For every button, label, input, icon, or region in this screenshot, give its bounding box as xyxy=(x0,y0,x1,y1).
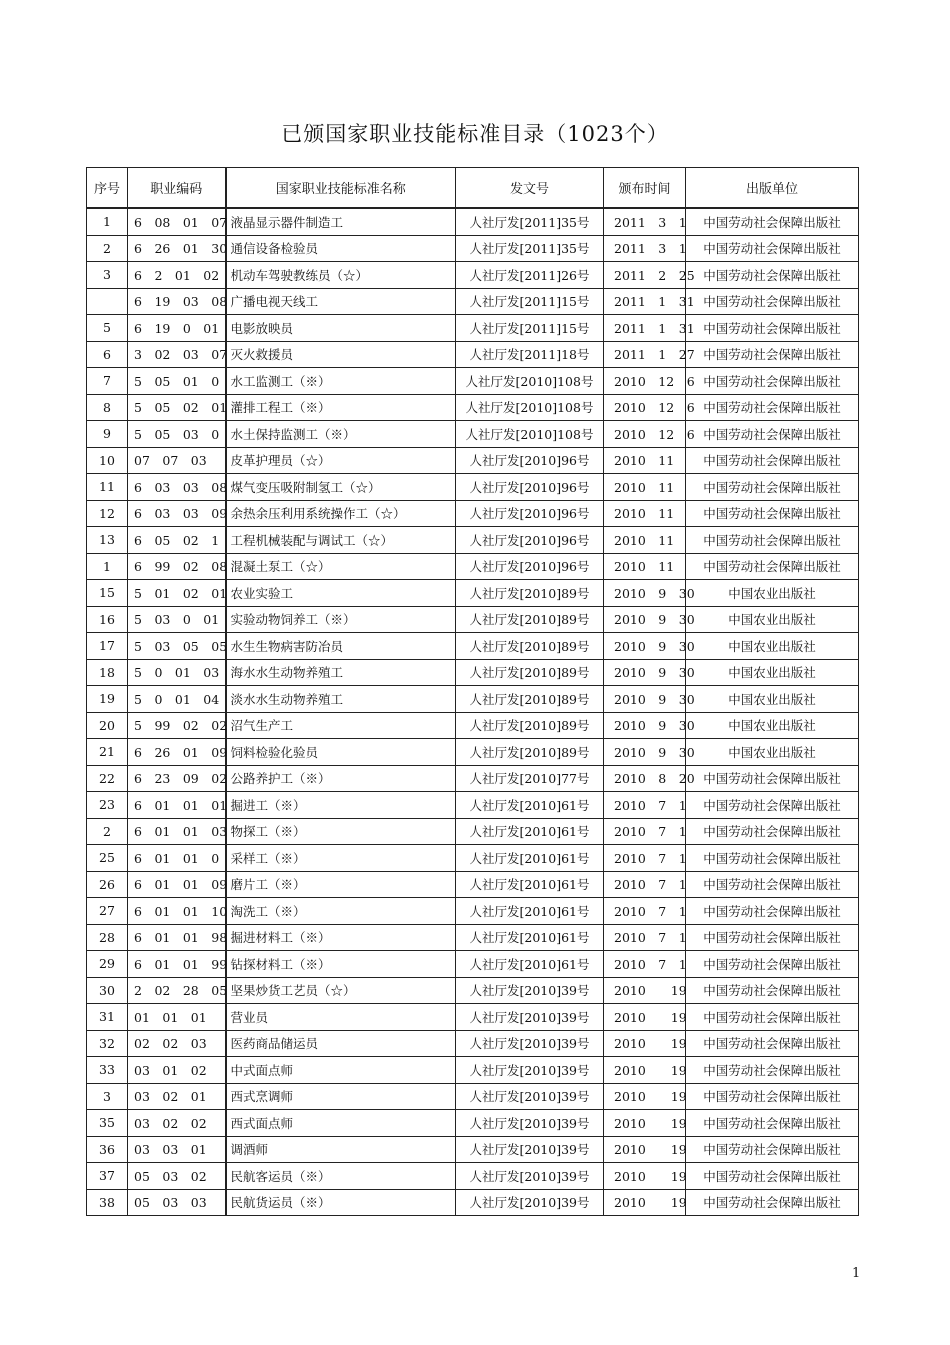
cell-publisher: 中国劳动社会保障出版社 xyxy=(686,1004,859,1031)
cell-name: 皮革护理员（☆） xyxy=(226,447,456,474)
page-number: 1 xyxy=(852,1266,861,1281)
cell-code: 6 01 01 09 xyxy=(128,871,226,898)
cell-doc: 人社厅发[2010]61号 xyxy=(456,818,604,845)
cell-seq: 17 xyxy=(87,633,128,660)
cell-code: 6 23 09 02 xyxy=(128,765,226,792)
cell-seq: 26 xyxy=(87,871,128,898)
cell-publisher: 中国劳动社会保障出版社 xyxy=(686,1189,859,1216)
cell-seq: 29 xyxy=(87,951,128,978)
cell-seq: 28 xyxy=(87,924,128,951)
cell-seq: 13 xyxy=(87,527,128,554)
cell-seq: 1 xyxy=(87,208,128,235)
cell-doc: 人社厅发[2010]96号 xyxy=(456,474,604,501)
cell-publisher: 中国劳动社会保障出版社 xyxy=(686,288,859,315)
cell-name: 掘进工（※） xyxy=(226,792,456,819)
cell-seq: 1 xyxy=(87,553,128,580)
cell-date: 2010 7 1 xyxy=(604,951,686,978)
cell-date: 2010 19 xyxy=(604,977,686,1004)
cell-code: 5 05 01 0 xyxy=(128,368,226,395)
cell-date: 2010 12 6 xyxy=(604,394,686,421)
cell-date: 2010 12 6 xyxy=(604,368,686,395)
cell-name: 煤气变压吸附制氢工（☆） xyxy=(226,474,456,501)
cell-publisher: 中国劳动社会保障出版社 xyxy=(686,765,859,792)
cell-publisher: 中国劳动社会保障出版社 xyxy=(686,500,859,527)
table-row xyxy=(87,898,859,925)
cell-seq: 18 xyxy=(87,659,128,686)
cell-seq: 20 xyxy=(87,712,128,739)
cell-name: 营业员 xyxy=(226,1004,456,1031)
cell-date: 2010 19 xyxy=(604,1030,686,1057)
table-row xyxy=(87,659,859,686)
table-row xyxy=(87,1030,859,1057)
cell-name: 水土保持监测工（※） xyxy=(226,421,456,448)
cell-date: 2010 9 30 xyxy=(604,659,686,686)
cell-name: 液晶显示器件制造工 xyxy=(226,208,456,235)
cell-code: 5 01 02 01 xyxy=(128,580,226,607)
cell-date: 2010 7 1 xyxy=(604,792,686,819)
cell-name: 灭火救援员 xyxy=(226,341,456,368)
cell-seq: 15 xyxy=(87,580,128,607)
table-row xyxy=(87,288,859,315)
cell-name: 掘进材料工（※） xyxy=(226,924,456,951)
cell-doc: 人社厅发[2010]61号 xyxy=(456,792,604,819)
column-header-doc: 发文号 xyxy=(456,168,604,209)
cell-code: 6 05 02 1 xyxy=(128,527,226,554)
cell-name: 水工监测工（※） xyxy=(226,368,456,395)
cell-publisher: 中国劳动社会保障出版社 xyxy=(686,447,859,474)
cell-doc: 人社厅发[2011]35号 xyxy=(456,208,604,235)
cell-date: 2010 9 30 xyxy=(604,686,686,713)
table-row xyxy=(87,368,859,395)
cell-code: 6 01 01 98 xyxy=(128,924,226,951)
cell-doc: 人社厅发[2010]39号 xyxy=(456,1057,604,1084)
cell-name: 采样工（※） xyxy=(226,845,456,872)
cell-code: 6 01 01 99 xyxy=(128,951,226,978)
cell-publisher: 中国劳动社会保障出版社 xyxy=(686,208,859,235)
cell-doc: 人社厅发[2010]96号 xyxy=(456,553,604,580)
cell-publisher: 中国劳动社会保障出版社 xyxy=(686,871,859,898)
cell-code: 5 0 01 03 xyxy=(128,659,226,686)
cell-date: 2011 2 25 xyxy=(604,262,686,289)
cell-code: 6 99 02 08 xyxy=(128,553,226,580)
cell-publisher: 中国农业出版社 xyxy=(686,606,859,633)
cell-date: 2011 1 27 xyxy=(604,341,686,368)
cell-doc: 人社厅发[2011]18号 xyxy=(456,341,604,368)
column-header-publisher: 出版单位 xyxy=(686,168,859,209)
page-title: 已颁国家职业技能标准目录（1023个） xyxy=(281,122,669,146)
table-row xyxy=(87,1136,859,1163)
cell-seq: 2 xyxy=(87,818,128,845)
cell-date: 2010 7 1 xyxy=(604,845,686,872)
cell-doc: 人社厅发[2011]35号 xyxy=(456,235,604,262)
cell-name: 民航客运员（※） xyxy=(226,1163,456,1190)
cell-doc: 人社厅发[2010]39号 xyxy=(456,1004,604,1031)
cell-seq: 37 xyxy=(87,1163,128,1190)
cell-doc: 人社厅发[2010]108号 xyxy=(456,394,604,421)
column-header-seq: 序号 xyxy=(87,168,128,209)
cell-date: 2011 3 1 xyxy=(604,208,686,235)
cell-name: 医药商品储运员 xyxy=(226,1030,456,1057)
standards-catalog-table xyxy=(86,167,859,1216)
cell-code: 2 02 28 05 xyxy=(128,977,226,1004)
cell-doc: 人社厅发[2010]108号 xyxy=(456,368,604,395)
cell-code: 6 03 03 08 xyxy=(128,474,226,501)
table-row xyxy=(87,341,859,368)
cell-publisher: 中国劳动社会保障出版社 xyxy=(686,368,859,395)
cell-date: 2011 1 31 xyxy=(604,315,686,342)
cell-code: 03 01 02 xyxy=(128,1057,226,1084)
cell-name: 西式面点师 xyxy=(226,1110,456,1137)
cell-seq: 7 xyxy=(87,368,128,395)
cell-name: 混凝土泵工（☆） xyxy=(226,553,456,580)
cell-doc: 人社厅发[2010]39号 xyxy=(456,1189,604,1216)
cell-date: 2010 7 1 xyxy=(604,898,686,925)
cell-seq: 16 xyxy=(87,606,128,633)
cell-seq: 6 xyxy=(87,341,128,368)
table-row xyxy=(87,951,859,978)
cell-date: 2010 11 xyxy=(604,553,686,580)
cell-date: 2010 19 xyxy=(604,1110,686,1137)
cell-name: 机动车驾驶教练员（☆） xyxy=(226,262,456,289)
cell-seq: 9 xyxy=(87,421,128,448)
table-row xyxy=(87,765,859,792)
cell-seq: 31 xyxy=(87,1004,128,1031)
cell-name: 广播电视天线工 xyxy=(226,288,456,315)
cell-date: 2010 19 xyxy=(604,1189,686,1216)
table-row xyxy=(87,447,859,474)
cell-seq: 3 xyxy=(87,1083,128,1110)
column-header-code: 职业编码 xyxy=(128,168,226,209)
cell-date: 2010 7 1 xyxy=(604,818,686,845)
cell-code: 6 01 01 01 xyxy=(128,792,226,819)
cell-date: 2010 9 30 xyxy=(604,739,686,766)
cell-publisher: 中国劳动社会保障出版社 xyxy=(686,1163,859,1190)
cell-publisher: 中国劳动社会保障出版社 xyxy=(686,792,859,819)
cell-name: 饲料检验化验员 xyxy=(226,739,456,766)
cell-publisher: 中国劳动社会保障出版社 xyxy=(686,845,859,872)
cell-doc: 人社厅发[2010]39号 xyxy=(456,1030,604,1057)
cell-code: 6 26 01 09 xyxy=(128,739,226,766)
cell-name: 淘洗工（※） xyxy=(226,898,456,925)
cell-code: 5 0 01 04 xyxy=(128,686,226,713)
cell-name: 余热余压利用系统操作工（☆） xyxy=(226,500,456,527)
cell-doc: 人社厅发[2010]89号 xyxy=(456,606,604,633)
cell-doc: 人社厅发[2011]15号 xyxy=(456,315,604,342)
cell-code: 6 08 01 07 xyxy=(128,208,226,235)
cell-publisher: 中国农业出版社 xyxy=(686,739,859,766)
cell-name: 淡水水生动物养殖工 xyxy=(226,686,456,713)
cell-date: 2010 9 30 xyxy=(604,712,686,739)
cell-doc: 人社厅发[2010]89号 xyxy=(456,686,604,713)
cell-name: 实验动物饲养工（※） xyxy=(226,606,456,633)
cell-doc: 人社厅发[2010]89号 xyxy=(456,712,604,739)
cell-name: 中式面点师 xyxy=(226,1057,456,1084)
cell-date: 2010 11 xyxy=(604,447,686,474)
cell-code: 6 03 03 09 xyxy=(128,500,226,527)
cell-seq: 25 xyxy=(87,845,128,872)
cell-name: 通信设备检验员 xyxy=(226,235,456,262)
cell-code: 6 01 01 0 xyxy=(128,845,226,872)
cell-name: 公路养护工（※） xyxy=(226,765,456,792)
cell-doc: 人社厅发[2010]77号 xyxy=(456,765,604,792)
cell-seq: 30 xyxy=(87,977,128,1004)
cell-doc: 人社厅发[2011]15号 xyxy=(456,288,604,315)
cell-name: 农业实验工 xyxy=(226,580,456,607)
cell-doc: 人社厅发[2010]96号 xyxy=(456,500,604,527)
cell-seq: 33 xyxy=(87,1057,128,1084)
cell-publisher: 中国劳动社会保障出版社 xyxy=(686,235,859,262)
cell-publisher: 中国劳动社会保障出版社 xyxy=(686,951,859,978)
cell-seq: 19 xyxy=(87,686,128,713)
cell-name: 物探工（※） xyxy=(226,818,456,845)
cell-name: 电影放映员 xyxy=(226,315,456,342)
cell-publisher: 中国劳动社会保障出版社 xyxy=(686,1083,859,1110)
table-row xyxy=(87,977,859,1004)
table-row xyxy=(87,871,859,898)
cell-code: 6 19 03 08 xyxy=(128,288,226,315)
table-row xyxy=(87,235,859,262)
cell-date: 2010 19 xyxy=(604,1004,686,1031)
cell-doc: 人社厅发[2010]96号 xyxy=(456,447,604,474)
cell-seq: 35 xyxy=(87,1110,128,1137)
cell-publisher: 中国劳动社会保障出版社 xyxy=(686,1110,859,1137)
cell-code: 3 02 03 07 xyxy=(128,341,226,368)
cell-seq: 8 xyxy=(87,394,128,421)
cell-doc: 人社厅发[2010]39号 xyxy=(456,1110,604,1137)
table-row xyxy=(87,739,859,766)
cell-code: 5 05 02 01 xyxy=(128,394,226,421)
table-row xyxy=(87,262,859,289)
cell-seq: 32 xyxy=(87,1030,128,1057)
cell-name: 工程机械装配与调试工（☆） xyxy=(226,527,456,554)
cell-date: 2010 9 30 xyxy=(604,580,686,607)
table-row xyxy=(87,580,859,607)
table-row xyxy=(87,1004,859,1031)
cell-doc: 人社厅发[2010]61号 xyxy=(456,845,604,872)
cell-date: 2010 9 30 xyxy=(604,633,686,660)
cell-date: 2010 19 xyxy=(604,1083,686,1110)
cell-name: 民航货运员（※） xyxy=(226,1189,456,1216)
cell-code: 6 26 01 30 xyxy=(128,235,226,262)
table-row xyxy=(87,1189,859,1216)
cell-code: 03 03 01 xyxy=(128,1136,226,1163)
cell-date: 2010 9 30 xyxy=(604,606,686,633)
table-row xyxy=(87,474,859,501)
cell-doc: 人社厅发[2010]89号 xyxy=(456,580,604,607)
cell-name: 坚果炒货工艺员（☆） xyxy=(226,977,456,1004)
cell-code: 03 02 02 xyxy=(128,1110,226,1137)
table-row xyxy=(87,845,859,872)
cell-date: 2010 7 1 xyxy=(604,871,686,898)
table-row xyxy=(87,315,859,342)
cell-publisher: 中国劳动社会保障出版社 xyxy=(686,1057,859,1084)
column-header-date: 颁布时间 xyxy=(604,168,686,209)
cell-doc: 人社厅发[2010]89号 xyxy=(456,659,604,686)
cell-date: 2010 19 xyxy=(604,1136,686,1163)
cell-date: 2010 11 xyxy=(604,500,686,527)
cell-code: 5 03 05 05 xyxy=(128,633,226,660)
table-row xyxy=(87,1163,859,1190)
cell-publisher: 中国劳动社会保障出版社 xyxy=(686,818,859,845)
cell-code: 6 19 0 01 xyxy=(128,315,226,342)
table-row xyxy=(87,606,859,633)
cell-publisher: 中国劳动社会保障出版社 xyxy=(686,394,859,421)
cell-seq: 3 xyxy=(87,262,128,289)
cell-seq: 12 xyxy=(87,500,128,527)
cell-doc: 人社厅发[2010]39号 xyxy=(456,977,604,1004)
table-body xyxy=(87,208,859,1216)
cell-publisher: 中国劳动社会保障出版社 xyxy=(686,898,859,925)
cell-code: 02 02 03 xyxy=(128,1030,226,1057)
cell-doc: 人社厅发[2010]61号 xyxy=(456,951,604,978)
cell-name: 海水水生动物养殖工 xyxy=(226,659,456,686)
cell-seq: 21 xyxy=(87,739,128,766)
cell-date: 2010 19 xyxy=(604,1163,686,1190)
cell-code: 6 2 01 02 xyxy=(128,262,226,289)
cell-doc: 人社厅发[2010]39号 xyxy=(456,1083,604,1110)
cell-seq: 10 xyxy=(87,447,128,474)
cell-publisher: 中国劳动社会保障出版社 xyxy=(686,474,859,501)
cell-publisher: 中国劳动社会保障出版社 xyxy=(686,421,859,448)
cell-seq: 2 xyxy=(87,235,128,262)
cell-publisher: 中国农业出版社 xyxy=(686,659,859,686)
table-row xyxy=(87,818,859,845)
cell-date: 2010 12 6 xyxy=(604,421,686,448)
cell-name: 水生生物病害防冶员 xyxy=(226,633,456,660)
table-row xyxy=(87,208,859,235)
cell-publisher: 中国劳动社会保障出版社 xyxy=(686,977,859,1004)
cell-seq: 22 xyxy=(87,765,128,792)
table-header-row xyxy=(87,168,859,209)
table-row xyxy=(87,792,859,819)
cell-doc: 人社厅发[2010]39号 xyxy=(456,1163,604,1190)
cell-doc: 人社厅发[2010]39号 xyxy=(456,1136,604,1163)
cell-date: 2011 3 1 xyxy=(604,235,686,262)
cell-name: 磨片工（※） xyxy=(226,871,456,898)
cell-name: 调酒师 xyxy=(226,1136,456,1163)
cell-publisher: 中国劳动社会保障出版社 xyxy=(686,315,859,342)
table-row xyxy=(87,1083,859,1110)
table-row xyxy=(87,712,859,739)
cell-date: 2010 19 xyxy=(604,1057,686,1084)
cell-doc: 人社厅发[2010]108号 xyxy=(456,421,604,448)
cell-code: 01 01 01 xyxy=(128,1004,226,1031)
table-row xyxy=(87,924,859,951)
cell-date: 2010 8 20 xyxy=(604,765,686,792)
cell-code: 6 01 01 03 xyxy=(128,818,226,845)
cell-doc: 人社厅发[2010]61号 xyxy=(456,924,604,951)
cell-seq: 36 xyxy=(87,1136,128,1163)
cell-publisher: 中国农业出版社 xyxy=(686,580,859,607)
table-row xyxy=(87,394,859,421)
cell-name: 西式烹调师 xyxy=(226,1083,456,1110)
table-row xyxy=(87,686,859,713)
cell-publisher: 中国劳动社会保障出版社 xyxy=(686,527,859,554)
cell-doc: 人社厅发[2010]89号 xyxy=(456,633,604,660)
cell-code: 5 03 0 01 xyxy=(128,606,226,633)
cell-code: 03 02 01 xyxy=(128,1083,226,1110)
cell-doc: 人社厅发[2010]61号 xyxy=(456,898,604,925)
cell-code: 5 05 03 0 xyxy=(128,421,226,448)
cell-seq: 23 xyxy=(87,792,128,819)
cell-name: 钻探材料工（※） xyxy=(226,951,456,978)
cell-code: 05 03 02 xyxy=(128,1163,226,1190)
cell-date: 2011 1 31 xyxy=(604,288,686,315)
cell-code: 6 01 01 10 xyxy=(128,898,226,925)
table-row xyxy=(87,633,859,660)
cell-doc: 人社厅发[2010]89号 xyxy=(456,739,604,766)
cell-publisher: 中国农业出版社 xyxy=(686,686,859,713)
cell-publisher: 中国劳动社会保障出版社 xyxy=(686,1136,859,1163)
cell-seq: 11 xyxy=(87,474,128,501)
cell-code: 05 03 03 xyxy=(128,1189,226,1216)
cell-publisher: 中国劳动社会保障出版社 xyxy=(686,924,859,951)
cell-seq: 27 xyxy=(87,898,128,925)
cell-doc: 人社厅发[2010]96号 xyxy=(456,527,604,554)
cell-doc: 人社厅发[2011]26号 xyxy=(456,262,604,289)
table-row xyxy=(87,1057,859,1084)
cell-code: 5 99 02 02 xyxy=(128,712,226,739)
cell-name: 沼气生产工 xyxy=(226,712,456,739)
cell-publisher: 中国劳动社会保障出版社 xyxy=(686,1030,859,1057)
table-row xyxy=(87,1110,859,1137)
cell-date: 2010 7 1 xyxy=(604,924,686,951)
cell-seq: 5 xyxy=(87,315,128,342)
cell-name: 灌排工程工（※） xyxy=(226,394,456,421)
table-row xyxy=(87,527,859,554)
cell-seq: 38 xyxy=(87,1189,128,1216)
cell-publisher: 中国劳动社会保障出版社 xyxy=(686,262,859,289)
cell-publisher: 中国劳动社会保障出版社 xyxy=(686,341,859,368)
cell-publisher: 中国劳动社会保障出版社 xyxy=(686,553,859,580)
table-row xyxy=(87,500,859,527)
cell-date: 2010 11 xyxy=(604,474,686,501)
cell-code: 07 07 03 xyxy=(128,447,226,474)
table-row xyxy=(87,553,859,580)
table-row xyxy=(87,421,859,448)
column-header-name: 国家职业技能标准名称 xyxy=(226,168,456,209)
cell-publisher: 中国农业出版社 xyxy=(686,712,859,739)
cell-date: 2010 11 xyxy=(604,527,686,554)
cell-seq xyxy=(87,288,128,315)
cell-publisher: 中国农业出版社 xyxy=(686,633,859,660)
cell-doc: 人社厅发[2010]61号 xyxy=(456,871,604,898)
